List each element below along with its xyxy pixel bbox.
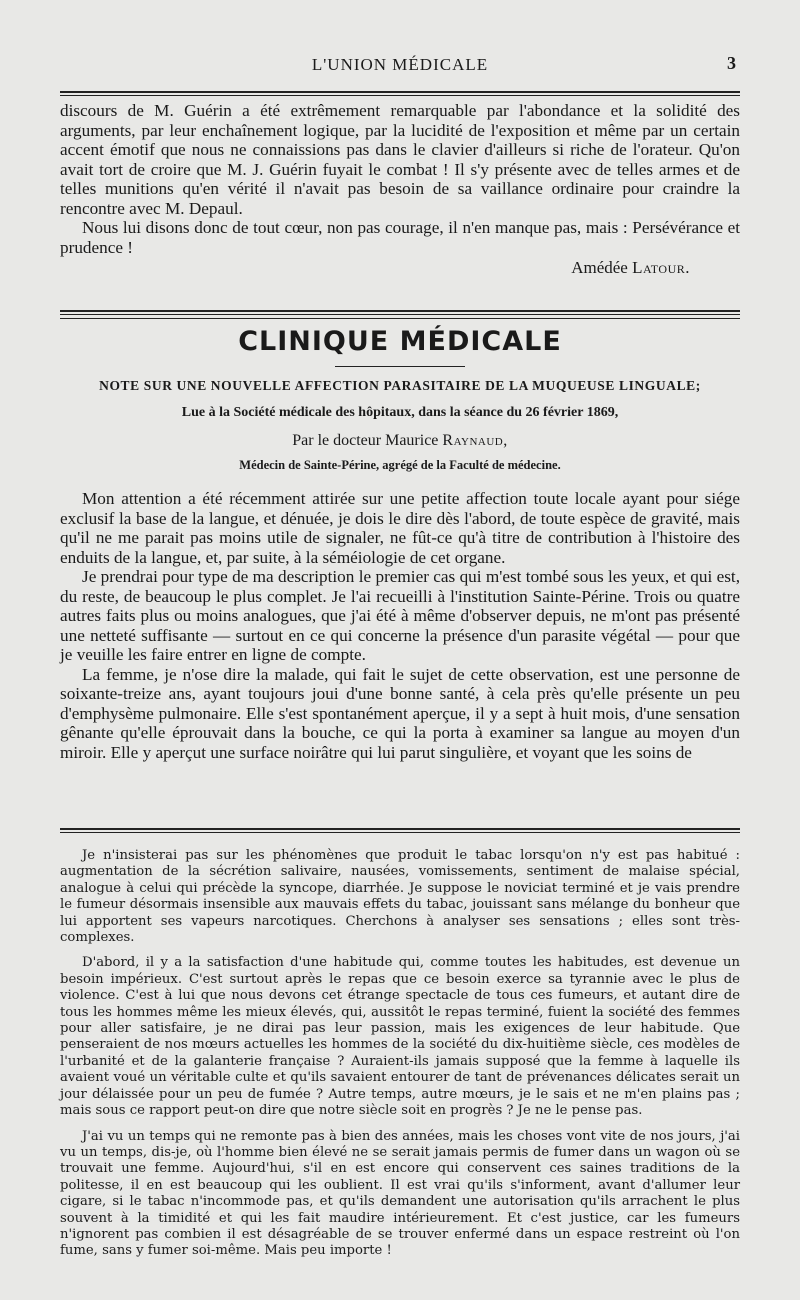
author-line: [60, 432, 740, 450]
signature-last-name: Latour.: [632, 258, 690, 277]
signature: [60, 258, 740, 278]
section-title: CLINIQUE MÉDICALE: [238, 326, 562, 357]
intro-paragraph-1: discours de M. Guérin a été extrêmement remarquable par l'abondance et la solidité des arguments, par leur enchaînement logique, par la lucidité de l'exposition et même par un certain accent émotif que nous ne connaissions pas dans le clavier d'ailleurs si riche de l'orateur. Qu'on avait tort de croire que M. J. Guérin fuyait le combat ! Il s'y présente avec de telles armes et de telles munitions qu'en vérité il n'avait pas besoin de sa vaillance ordinaire pour craindre la rencontre avec M. Depaul.: [60, 101, 740, 218]
footnote-paragraph-1: Je n'insisterai pas sur les phénomènes que produit le tabac lorsqu'on n'y est pas habitué : augmentation de la sécrétion salivaire, nausées, vomissements, sentiment de malaise spécial, analogue à celui qui précède la syncope, diarrhée. Je suppose le noviciat terminé et je vais prendre le fumeur désormais insensible aux mauvais effets du tabac, jouissant sans mélange du bonheur que lui apportent ses vapeurs narcotiques. Cherchons à analyser ses sensations ; elles sont très-complexes.: [60, 848, 740, 946]
header-rule: [60, 91, 740, 96]
footnote-text: [60, 848, 740, 1269]
section-rule-top: [60, 310, 740, 315]
page-number: 3: [727, 53, 736, 73]
article-paragraph-3: La femme, je n'ose dire la malade, qui fait le sujet de cette observation, est une personne de soixante-treize ans, ayant toujours joui d'une bonne santé, à cela près qu'elle présente un peu d'emphysème pulmonaire. Elle s'est spontanément aperçue, il y a sept à huit mois, d'une sensation gênante qu'elle éprouvait dans la bouche, ce qui la porta à examiner sa langue au moyen d'un miroir. Elle y aperçut une surface noirâtre qui lui parut singulière, et voyant que les soins de: [60, 664, 740, 762]
footnote-rule: [60, 828, 740, 833]
author-name: Raynaud,: [442, 432, 508, 449]
intro-text: [60, 101, 740, 278]
footnote-paragraph-2: D'abord, il y a la satisfaction d'une habitude qui, comme toutes les habitudes, est devenue un besoin impérieux. C'est surtout après le repas que ce besoin exerce sa tyrannie avec le plus de violence. C'est à lui que nous devons cet étrange spectacle de tous ces fumeurs, et autant dire de tous les hommes même les mieux élevés, qui, aussitôt le repas terminé, fuient la société des femmes pour aller satisfaire, je ne dirai pas leur passion, mais les exigences de leur habitude. Que penseraient de nos mœurs actuelles les hommes de la société du dix-huitième siècle, ces modèles de l'urbanité et de la galanterie française ? Auraient-ils jamais supposé que la femme à laquelle ils avaient voué un véritable culte et qu'ils savaient entourer de tant de prévenances délicates serait un jour délaissée pour un peu de fumée ? Autre temps, autre mœurs, je le sais et ne m'en plains pas ; mais sous ce rapport peut-on dire que notre siècle soit en progrès ? Je ne le pense pas.: [60, 955, 740, 1119]
article-text: [60, 489, 740, 762]
author-affiliation: Médecin de Sainte-Périne, agrégé de la Faculté de médecine.: [239, 458, 561, 472]
article-paragraph-1: Mon attention a été récemment attirée sur une petite affection toute locale ayant pour siége exclusif la base de la langue, et dénuée, je dois le dire dès l'abord, de toute espèce de gravité, mais qu'il ne me parait pas moins utile de signaler, ne fût-ce qu'à titre de contribution à l'histoire des enduits de la langue, et, par suite, à la séméiologie de cet organe.: [60, 489, 740, 567]
section-title-underline: [335, 366, 465, 367]
section-rule-inner: [60, 318, 740, 319]
author-prefix: Par le docteur Maurice: [292, 432, 439, 449]
running-title: L'UNION MÉDICALE: [311, 55, 489, 74]
signature-first-name: Amédée: [571, 258, 628, 277]
footnote-paragraph-3: J'ai vu un temps qui ne remonte pas à bien des années, mais les choses vont vite de nos jours, j'ai vu un temps, dis-je, où l'homme bien élevé ne se serait jamais permis de fumer dans un wagon où se trouvait une femme. Aujourd'hui, s'il en est encore qui conservent ces saines traditions de la politesse, il en est beaucoup qui les oublient. Il est vrai qu'ils s'informent, avant d'allumer leur cigare, si le tabac n'incommode pas, et qu'ils demandent une autorisation qu'ils arrachent le plus souvent à la timidité et qui les fait maudire intérieurement. Et c'est justice, car les fumeurs n'ignorent pas combien il est désagréable de se trouver enfermé dans un espace restreint où l'on fume, sans y fumer soi-même. Mais peu importe !: [60, 1128, 740, 1259]
page-header: [60, 55, 740, 85]
intro-paragraph-2: Nous lui disons donc de tout cœur, non pas courage, il n'en manque pas, mais : Persévérance et prudence !: [60, 218, 740, 257]
note-title: NOTE SUR UNE NOUVELLE AFFECTION PARASITAIRE DE LA MUQUEUSE LINGUALE;: [99, 378, 701, 393]
read-at-line: Lue à la Société médicale des hôpitaux, dans la séance du 26 février 1869,: [181, 405, 619, 420]
article-paragraph-2: Je prendrai pour type de ma description le premier cas qui m'est tombé sous les yeux, et qui est, du reste, de beaucoup le plus complet. Je l'ai recueilli à l'institution Sainte-Périne. Trois ou quatre autres faits plus ou moins analogues, que j'ai été à même d'observer depuis, ne m'ont pas présenté une netteté suffisante — surtout en ce qui concerne la présence d'un parasite végétal — pour que je veuille les faire entrer en ligne de compte.: [60, 567, 740, 664]
